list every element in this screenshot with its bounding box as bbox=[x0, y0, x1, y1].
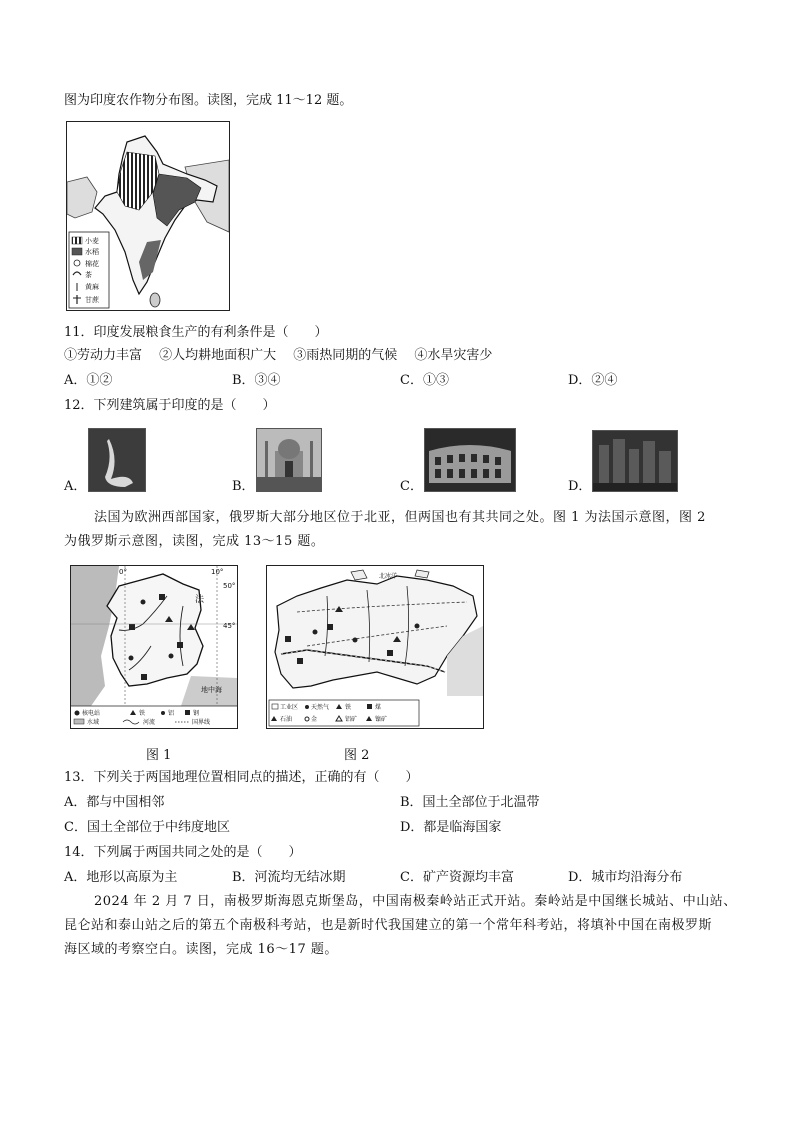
india-crop-map bbox=[66, 121, 230, 311]
q12-option-c[interactable]: C． bbox=[400, 479, 423, 494]
q12-option-d[interactable]: D． bbox=[568, 479, 592, 494]
legend-rice: 水稻 bbox=[85, 248, 99, 256]
fig2-legend-iron: 铁 bbox=[345, 704, 352, 711]
fig1-legend-border: 国界线 bbox=[192, 719, 211, 726]
q13-option-d[interactable]: D．都是临海国家 bbox=[400, 820, 502, 835]
intro-text-11-12: 图为印度农作物分布图。读图，完成 11～12 题。 bbox=[64, 93, 353, 108]
q13-stem: 13．下列关于两国地理位置相同点的描述，正确的有（ ） bbox=[64, 770, 419, 785]
france-map bbox=[70, 565, 238, 729]
q14-option-d[interactable]: D．城市均沿海分布 bbox=[568, 870, 683, 885]
fig1-lat50: 50° bbox=[223, 582, 236, 590]
fig1-sea-label: 地中海 bbox=[201, 686, 222, 694]
q14-option-c[interactable]: C．矿产资源均丰富 bbox=[400, 870, 514, 885]
legend-sugarcane: 甘蔗 bbox=[85, 296, 99, 304]
fig1-legend-aluminium: 铝 bbox=[168, 710, 175, 717]
fig1-legend-nuclear: 核电站 bbox=[82, 710, 101, 717]
q14-option-a[interactable]: A．地形以高原为主 bbox=[64, 870, 178, 885]
fig2-caption: 图 2 bbox=[344, 748, 370, 763]
fig1-lon10: 10° bbox=[211, 568, 224, 576]
fig2-legend-gold: 金 bbox=[311, 716, 318, 723]
fig1-legend-water: 水域 bbox=[87, 719, 100, 726]
fig2-north-label: 北冰洋 bbox=[379, 573, 398, 580]
q11-option-d[interactable]: D．②④ bbox=[568, 373, 618, 388]
building-photo-b[interactable] bbox=[256, 428, 322, 492]
fig1-region-label: 法 bbox=[195, 595, 205, 605]
q12-option-b[interactable]: B． bbox=[232, 479, 255, 494]
building-photo-d[interactable] bbox=[592, 430, 678, 492]
fig1-caption: 图 1 bbox=[146, 748, 172, 763]
intro-text-13-15-line2: 为俄罗斯示意图，读图，完成 13～15 题。 bbox=[64, 534, 325, 549]
q11-option-b[interactable]: B．③④ bbox=[232, 373, 281, 388]
q11-option-a[interactable]: A．①② bbox=[64, 373, 113, 388]
intro-text-16-17-line3: 海区域的考察空白。读图，完成 16～17 题。 bbox=[64, 942, 338, 957]
q12-stem: 12．下列建筑属于印度的是（ ） bbox=[64, 398, 276, 413]
fig1-legend-steel: 钢 bbox=[193, 710, 200, 717]
intro-text-16-17-line2: 昆仑站和泰山站之后的第五个南极科考站，也是新时代我国建立的第一个常年科考站，将填补中国在南极罗斯 bbox=[64, 918, 713, 933]
fig2-legend-coal: 煤 bbox=[375, 704, 382, 711]
q14-stem: 14．下列属于两国共同之处的是（ ） bbox=[64, 845, 302, 860]
q12-option-a[interactable]: A． bbox=[64, 479, 87, 494]
fig1-legend-iron: 铁 bbox=[139, 710, 146, 717]
fig2-legend-industry: 工业区 bbox=[280, 704, 299, 711]
legend-jute: 黄麻 bbox=[85, 283, 99, 291]
q13-option-b[interactable]: B．国土全部位于北温带 bbox=[400, 795, 540, 810]
q11-statements: ①劳动力丰富 ②人均耕地面积广大 ③雨热同期的气候 ④水旱灾害少 bbox=[64, 348, 493, 363]
q11-stem: 11．印度发展粮食生产的有利条件是（ ） bbox=[64, 325, 328, 340]
building-photo-a[interactable] bbox=[88, 428, 146, 492]
q13-option-a[interactable]: A．都与中国相邻 bbox=[64, 795, 165, 810]
russia-map bbox=[266, 565, 484, 729]
q13-option-c[interactable]: C．国土全部位于中纬度地区 bbox=[64, 820, 230, 835]
intro-text-13-15-line1: 法国为欧洲西部国家，俄罗斯大部分地区位于北亚，但两国也有其共同之处。图 1 为法国示意图，图 2 bbox=[94, 510, 706, 525]
fig2-legend-aluminium: 铝矿 bbox=[345, 716, 358, 723]
fig1-legend-river: 河流 bbox=[143, 719, 156, 726]
q14-option-b[interactable]: B．河流均无结冰期 bbox=[232, 870, 346, 885]
building-photo-c[interactable] bbox=[424, 428, 516, 492]
legend-wheat: 小麦 bbox=[85, 237, 99, 245]
legend-cotton: 棉花 bbox=[85, 260, 99, 268]
fig2-legend-nickel: 镍矿 bbox=[375, 716, 388, 723]
q11-option-c[interactable]: C．①③ bbox=[400, 373, 449, 388]
legend-tea: 茶 bbox=[85, 271, 92, 279]
fig1-lon0: 0° bbox=[119, 568, 127, 576]
fig2-legend-oil: 石油 bbox=[280, 716, 293, 723]
intro-text-16-17-line1: 2024 年 2 月 7 日，南极罗斯海恩克斯堡岛，中国南极秦岭站正式开站。秦岭站是中国继长城站、中山站、 bbox=[94, 894, 737, 909]
fig2-legend-gas: 天然气 bbox=[311, 704, 330, 711]
fig1-lat45: 45° bbox=[223, 622, 236, 630]
